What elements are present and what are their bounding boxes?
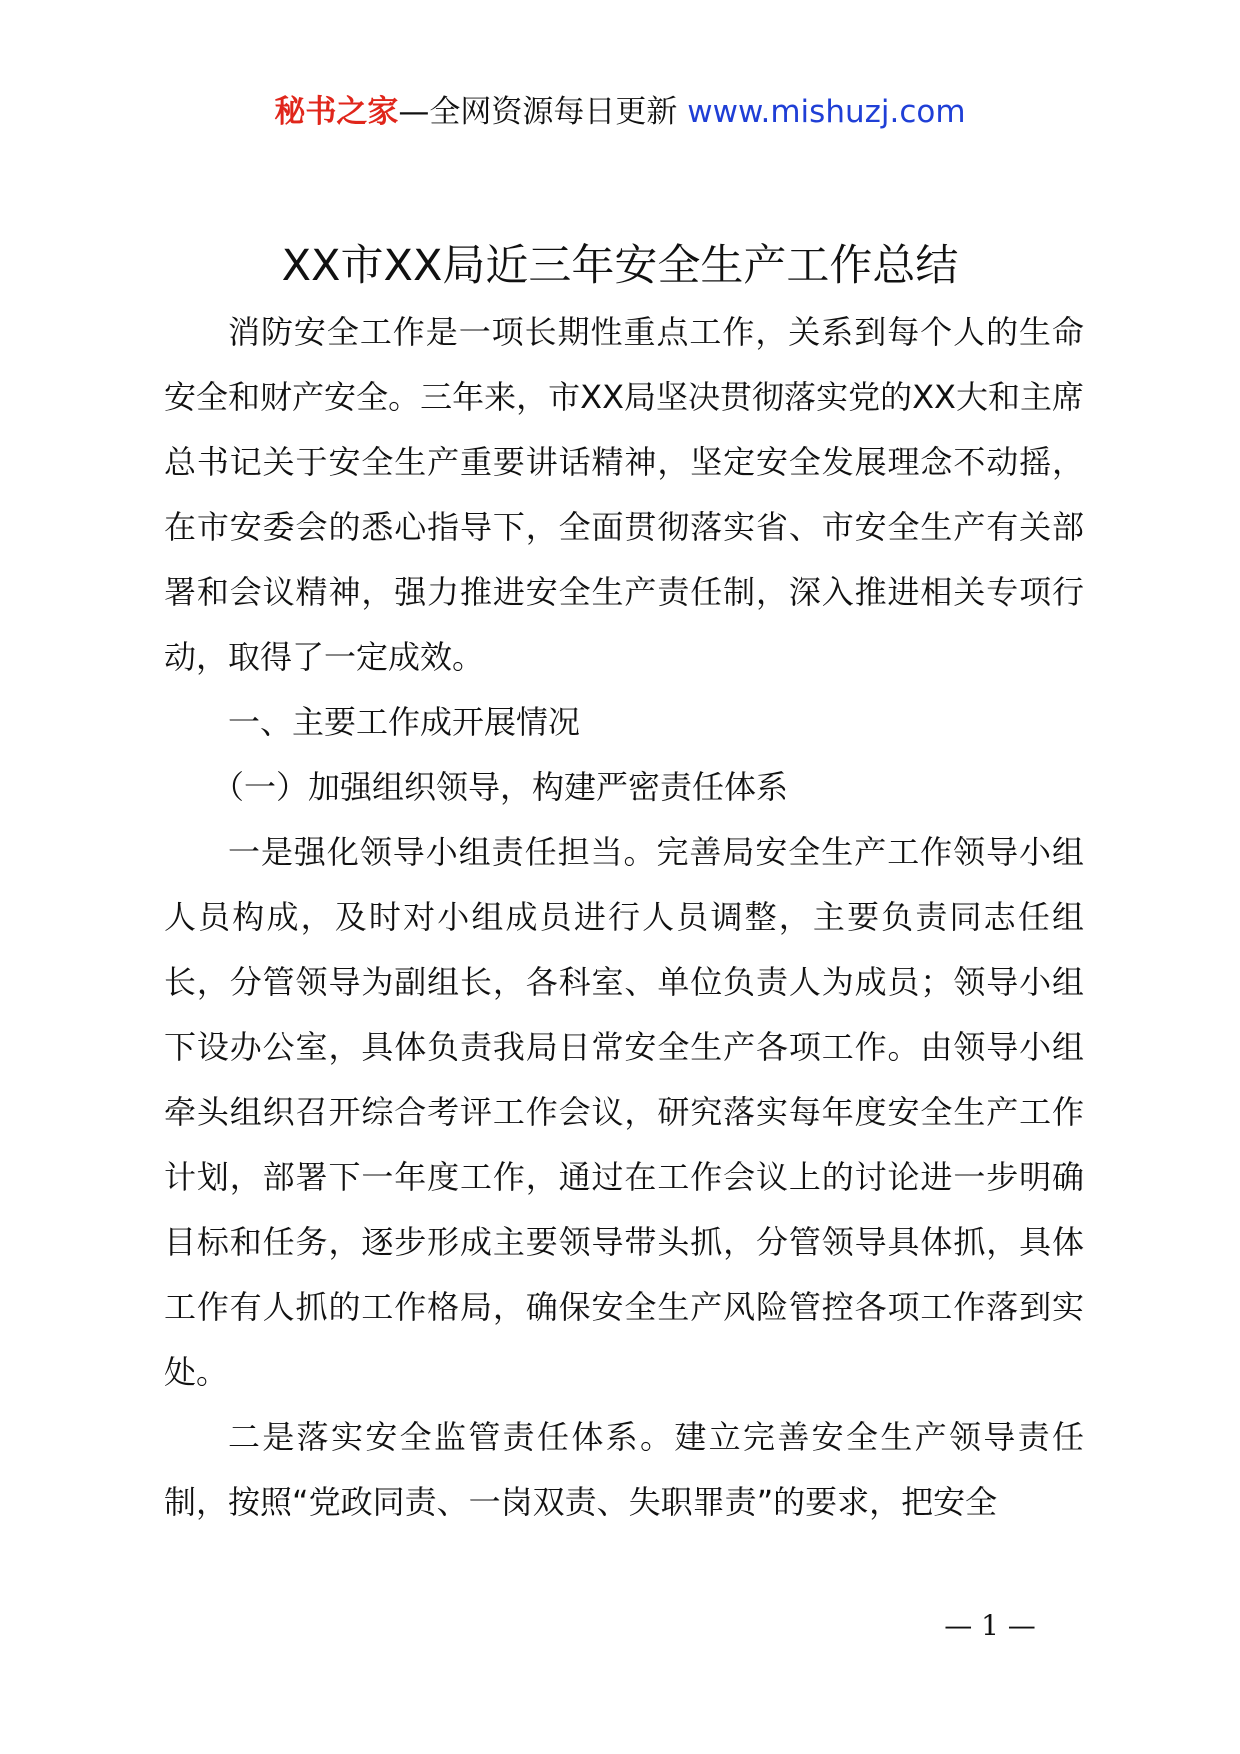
- header-tagline: —全网资源每日更新: [398, 94, 688, 130]
- site-header: [0, 92, 1240, 132]
- page-number: — 1 —: [944, 1609, 1036, 1642]
- website-link[interactable]: www.mishuzj.com: [687, 94, 966, 130]
- body-paragraph: 一是强化领导小组责任担当。完善局安全生产工作领导小组人员构成，及时对小组成员进行人员调整，主要负责同志任组长，分管领导为副组长，各科室、单位负责人为成员；领导小组下设办公室，具体负责我局日常安全生产各项工作。由领导小组牵头组织召开综合考评工作会议，研究落实每年度安全生产工作计划，部署下一年度工作，通过在工作会议上的讨论进一步明确目标和任务，逐步形成主要领导带头抓，分管领导具体抓，具体工作有人抓的工作格局，确保安全生产风险管控各项工作落到实处。: [164, 833, 1084, 1391]
- document-title: XX市XX局近三年安全生产工作总结: [281, 241, 959, 291]
- intro-paragraph: 消防安全工作是一项长期性重点工作，关系到每个人的生命安全和财产安全。三年来，市XX局坚决贯彻落实党的XX大和主席总书记关于安全生产重要讲话精神，坚定安全发展理念不动摇，在市安委会的悉心指导下，全面贯彻落实省、市安全生产有关部署和会议精神，强力推进安全生产责任制，深入推进相关专项行动，取得了一定成效。: [164, 313, 1084, 676]
- brand-name: 秘书之家: [274, 94, 399, 130]
- subsection-heading: （一）加强组织领导，构建严密责任体系: [212, 768, 789, 806]
- document-body: [164, 300, 1084, 1535]
- body-paragraph: 二是落实安全监管责任体系。建立完善安全生产领导责任制，按照“党政同责、一岗双责、失职罪责”的要求，把安全: [164, 1418, 1084, 1521]
- section-heading: 一、主要工作成开展情况: [228, 703, 581, 741]
